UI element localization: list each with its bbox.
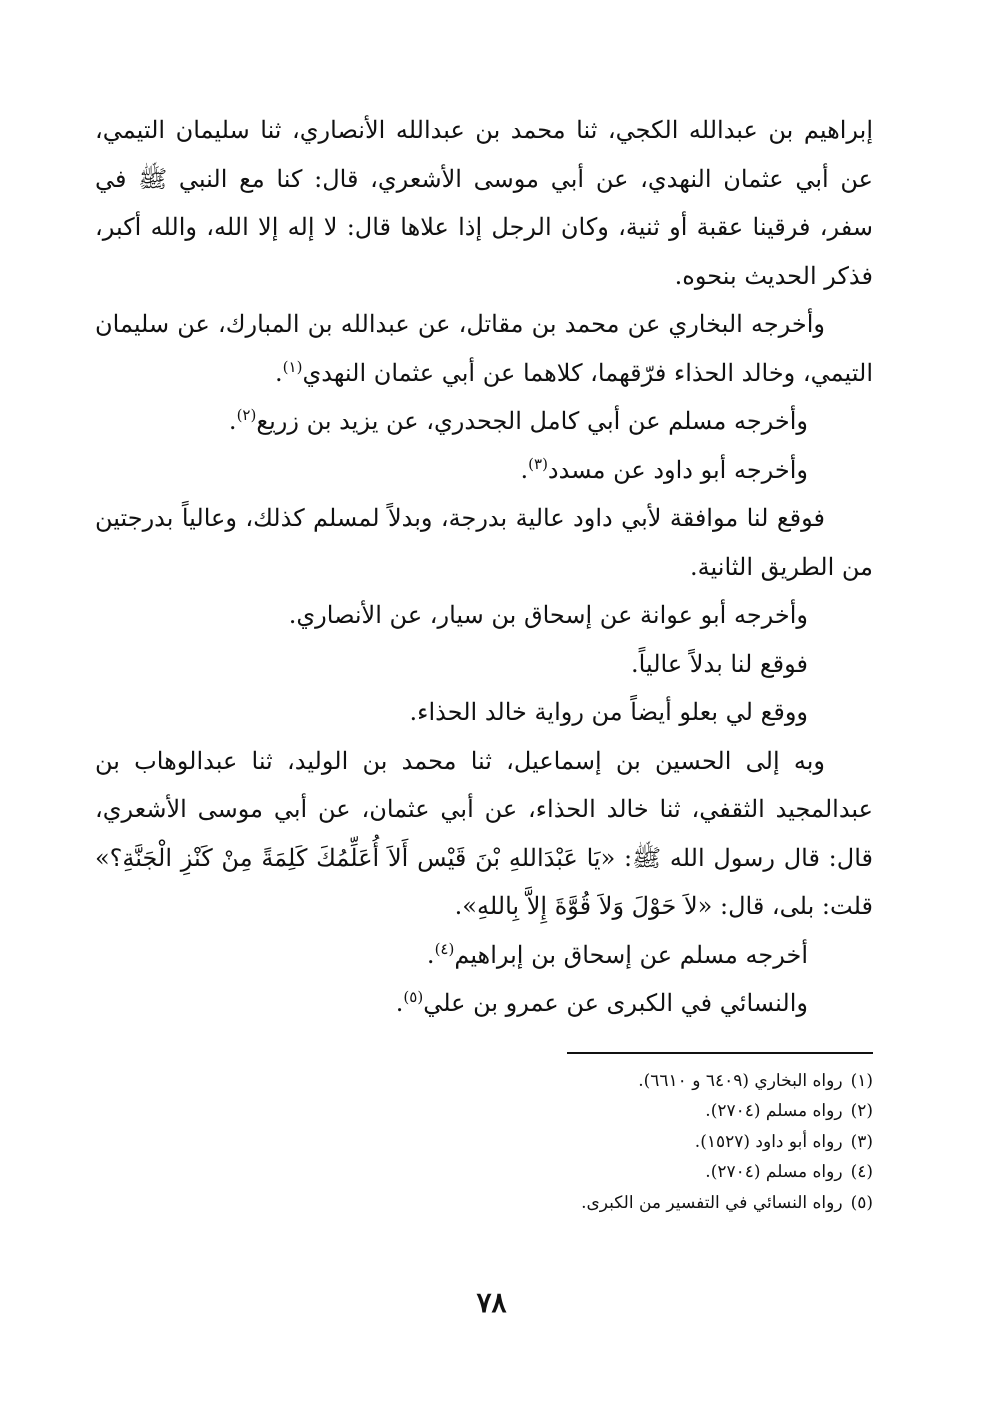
footnote-number: (٢) [850,1101,873,1122]
footnote-marker: (٥) [403,988,424,1006]
paragraph-muslim-ishaq: أخرجه مسلم عن إسحاق بن إبراهيم$^{(٤)}$. [426,939,808,969]
footnote-item [373,1157,873,1187]
paragraph-muwafaqa: فوقع لنا موافقة لأبي داود عالية بدرجة، وبدلاً لمسلم كذلك، وعالياً بدرجتين من الطريق الثانية. [95,504,873,581]
footnote-item [373,1066,873,1096]
footnote-marker: (٢) [236,406,257,424]
paragraph-hadith: وبه إلى الحسين بن إسماعيل، ثنا محمد بن الوليد، ثنا عبدالوهاب بن عبدالمجيد الثقفي، ثنا خالد الحذاء، عن أبي عثمان، عن أبي موسى الأشعري، قال: قال رسول الله ﷺ: «يَا عَبْدَاللهِ بْنَ قَيْس أَلاَ أُعَلِّمُكَ كَلِمَةً مِنْ كَنْزِ الْجَنَّةِ؟» قلت: بلى، قال: «لاَ حَوْلَ وَلاَ قُوَّةَ إِلاَّ بِاللهِ». [95,746,873,920]
paragraph-abu-awana: وأخرجه أبو عوانة عن إسحاق بن سيار، عن الأنصاري. [288,601,808,629]
footnote-item [373,1188,873,1218]
footnote-separator [567,1052,873,1054]
paragraph-abu-dawud: وأخرجه أبو داود عن مسدد$^{(٣)}$. [520,454,808,484]
footnote-marker: (٤) [434,939,455,958]
footnote-number: (٤) [850,1162,873,1183]
footnote-text: رواه النسائي في التفسير من الكبرى. [581,1192,843,1213]
paragraph-nasai: والنسائي في الكبرى عن عمرو بن علي$^{(٥)}$. [395,988,808,1017]
footnote-number: (٥) [850,1192,873,1213]
footnote-item [373,1127,873,1157]
footnote-number: (١) [850,1071,873,1091]
footnote-text: رواه أبو داود (١٥٢٧). [694,1131,843,1152]
paragraph-isnad-al-kajji: إبراهيم بن عبدالله الكجي، ثنا محمد بن عبدالله الأنصاري، ثنا سليمان التيمي، عن أبي عثمان النهدي، عن أبي موسى الأشعري، قال: كنا مع النبي ﷺ في سفر، فرقينا عقبة أو ثنية، وكان الرجل إذا علاها قال: لا إله إلا الله، والله أكبر، فذكر الحديث بنحوه. [95,116,873,290]
main-text [95,106,873,1028]
footnote-item [373,1096,873,1126]
paragraph-uluw: ووقع لي بعلو أيضاً من رواية خالد الحذاء. [409,698,808,726]
footnote-marker: (٣) [528,454,548,473]
footnote-number: (٣) [850,1131,873,1152]
footnote-text: رواه البخاري (٦٤٠٩ و ٦٦١٠). [638,1071,843,1091]
footnote-text: رواه مسلم (٢٧٠٤). [705,1101,843,1122]
paragraph-bukhari: وأخرجه البخاري عن محمد بن مقاتل، عن عبدالله بن المبارك، عن سليمان التيمي، وخالد الحذاء فرّقهما، كلاهما عن أبي عثمان النهدي$^{(١)}$. [95,310,873,387]
paragraph-badal: فوقع لنا بدلاً عالياً. [631,649,808,678]
footnotes [373,1066,873,1218]
footnote-marker: (١) [282,357,303,376]
paragraph-muslim: وأخرجه مسلم عن أبي كامل الجحدري، عن يزيد بن زريع$^{(٢)}$. [228,406,808,435]
page-number: ٧٨ [476,1286,507,1319]
footnote-text: رواه مسلم (٢٧٠٤). [705,1162,843,1183]
